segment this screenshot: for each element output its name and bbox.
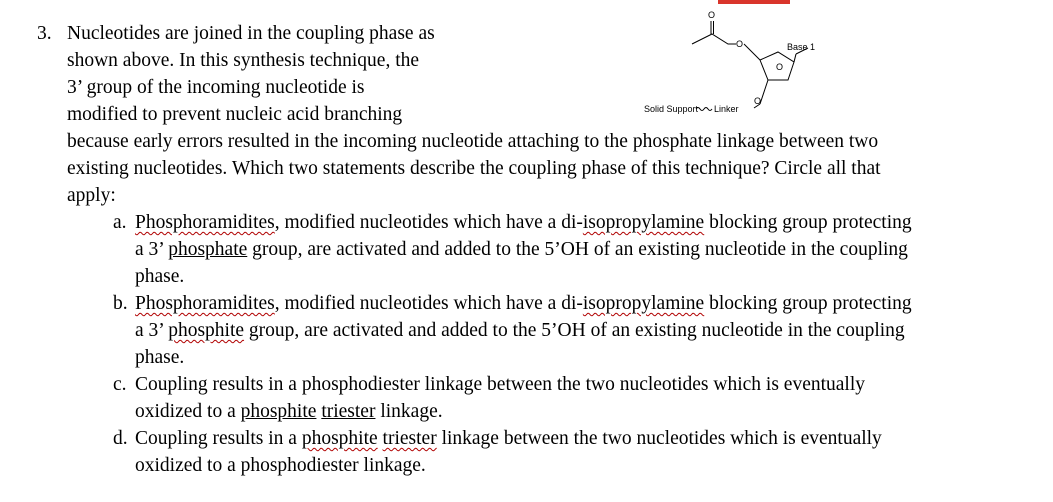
option-d-letter: d. [113, 428, 128, 449]
question-number: 3. [37, 23, 52, 44]
carbonyl-o-label: O [708, 10, 716, 20]
option-d-line-1: Coupling results in a phosphite triester linkage between the two nucleotides which is eventually [135, 428, 882, 449]
option-b-line-1: Phosphoramidites, modified nucleotides which have a di-isopropylamine blocking group protecting [135, 293, 912, 314]
option-a-line-3: phase. [135, 266, 185, 287]
option-b-line-3: phase. [135, 347, 185, 368]
solid-support-label: Solid Support [644, 104, 699, 114]
nucleotide-structure-figure [620, 0, 840, 130]
red-box-fragment [718, 0, 790, 4]
intro-line-1: Nucleotides are joined in the coupling phase as [67, 23, 435, 44]
option-c-line-1: Coupling results in a phosphodiester linkage between the two nucleotides which is eventually [135, 374, 866, 395]
linker-o-label: O [754, 96, 762, 106]
intro-line-5: because early errors resulted in the incoming nucleotide attaching to the phosphate linkage between two [67, 131, 879, 152]
intro-line-6: existing nucleotides. Which two statements describe the coupling phase of this technique? Circle all that [67, 158, 881, 179]
wavy-bond [696, 108, 712, 111]
intro-line-7: apply: [67, 185, 116, 206]
linker-label: Linker [714, 104, 739, 114]
option-a-line-1: Phosphoramidites, modified nucleotides which have a di-isopropylamine blocking group protecting [135, 212, 912, 233]
option-c-letter: c. [113, 374, 127, 395]
option-b-line-2: a 3’ phosphite group, are activated and added to the 5’OH of an existing nucleotide in the coupling [135, 320, 905, 341]
ester-o-label: O [736, 39, 744, 49]
option-d-line-2: oxidized to a phosphodiester linkage. [135, 455, 426, 476]
option-b-letter: b. [113, 293, 128, 314]
intro-line-3: 3’ group of the incoming nucleotide is [67, 77, 365, 98]
ring-o-label: O [776, 62, 784, 72]
option-a-line-2: a 3’ phosphate group, are activated and added to the 5’OH of an existing nucleotide in the coupling [135, 239, 908, 260]
option-a-letter: a. [113, 212, 127, 233]
intro-line-2: shown above. In this synthesis technique, the [67, 50, 420, 71]
nucleotide-structure-diagram [620, 0, 840, 130]
base-label: Base 1 [787, 42, 816, 52]
option-c-line-2: oxidized to a phosphite triester linkage. [135, 401, 443, 422]
intro-line-4: modified to prevent nucleic acid branching [67, 104, 403, 125]
